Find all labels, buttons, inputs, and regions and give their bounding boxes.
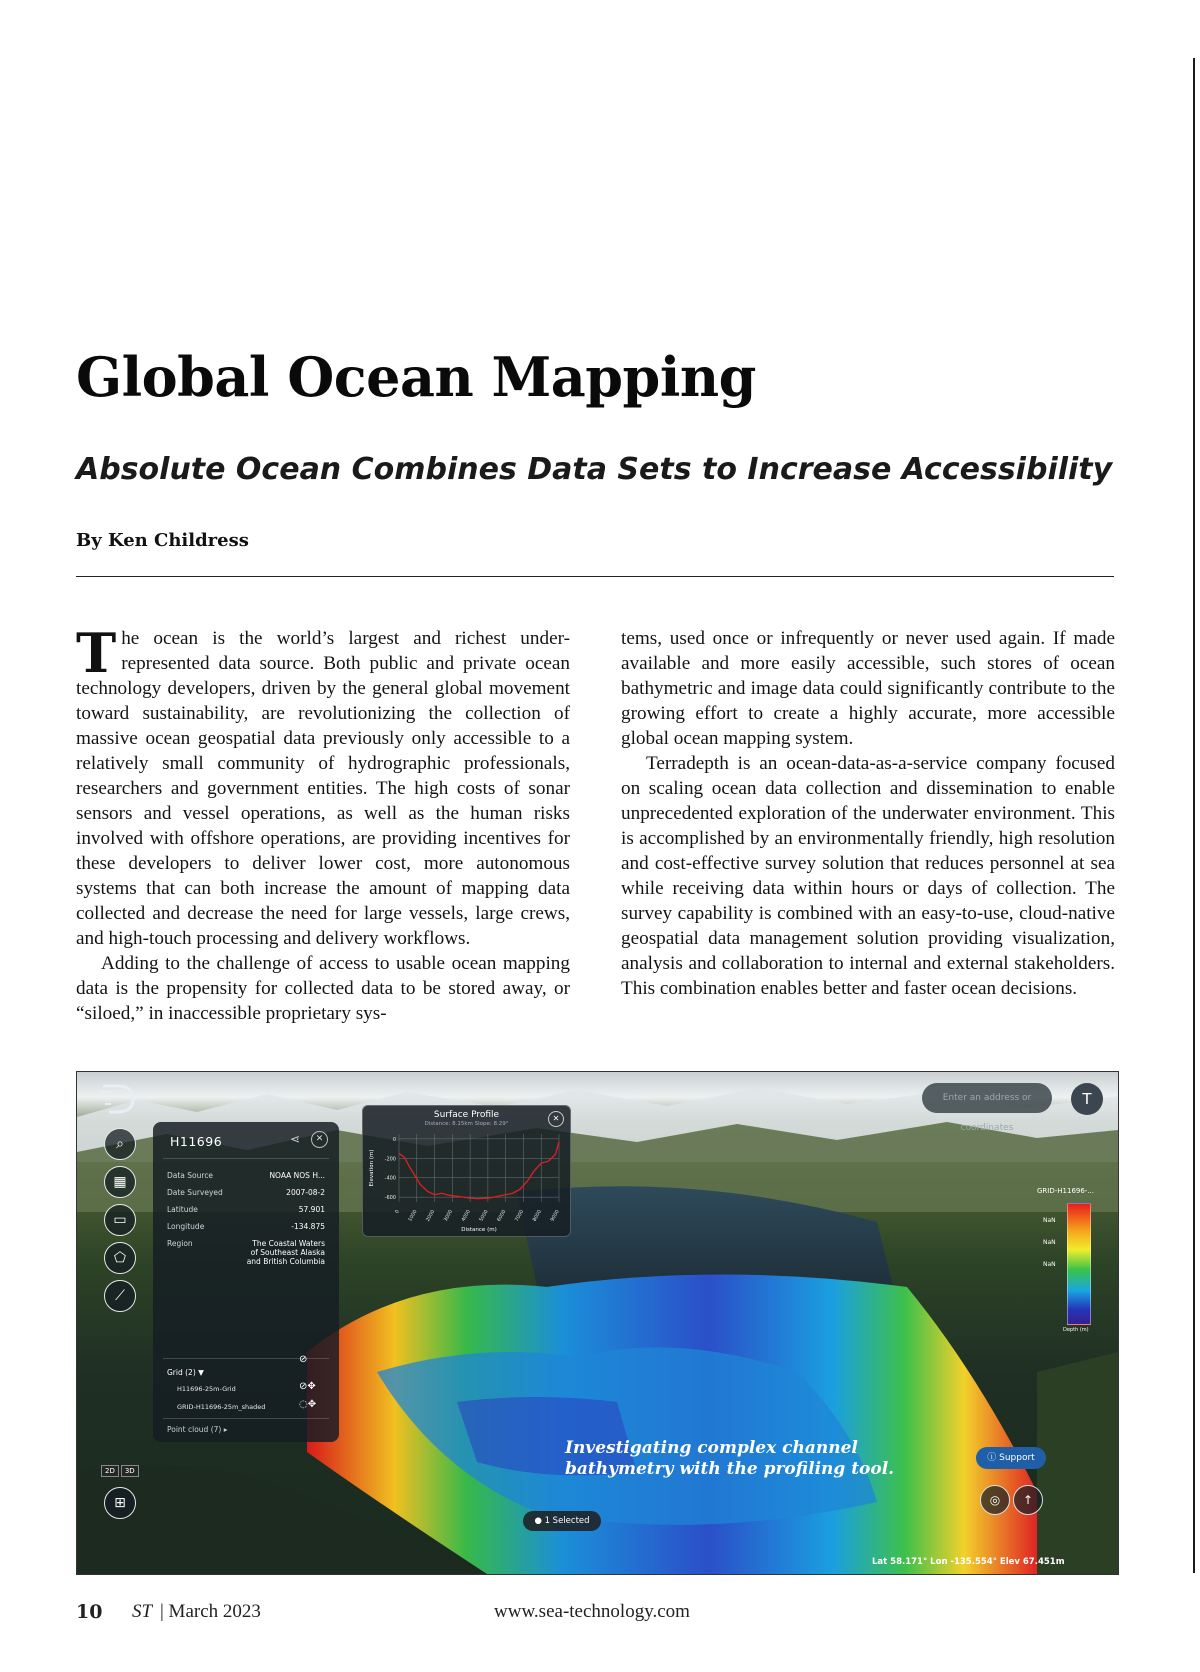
info-label: Longitude: [167, 1222, 205, 1231]
profile-line: [399, 1142, 559, 1199]
depth-legend: [1037, 1187, 1107, 1347]
x-axis-label: Distance (m): [461, 1227, 497, 1233]
info-label: Data Source: [167, 1171, 214, 1180]
info-label: Latitude: [167, 1205, 198, 1214]
surface-profile-window: [362, 1105, 571, 1237]
dataset-info-panel: [153, 1122, 339, 1442]
legend-label: NaN: [1043, 1261, 1056, 1268]
point-cloud-toggle[interactable]: Point cloud (7) ▸: [167, 1425, 228, 1434]
close-icon[interactable]: ✕: [311, 1131, 328, 1148]
x-tick-label: 3000: [443, 1209, 455, 1223]
chart-icon[interactable]: ⟋: [104, 1280, 136, 1312]
text-column-left: [76, 621, 570, 1026]
y-tick-label: -400: [384, 1175, 396, 1182]
mode-3d[interactable]: 3D: [121, 1465, 139, 1477]
north-arrow-icon[interactable]: ↑: [1013, 1485, 1043, 1515]
x-tick-label: 7000: [514, 1209, 526, 1223]
paragraph: Adding to the challenge of access to usable ocean mapping data is the propensity for collected data to be stored away, or “siloed,” in inaccessible proprietary sys-: [76, 953, 570, 1024]
x-tick-label: 1000: [408, 1209, 419, 1223]
visibility-icon[interactable]: ⊘: [299, 1354, 308, 1365]
legend-label: NaN: [1043, 1217, 1056, 1224]
website-url: www.sea-technology.com: [494, 1601, 690, 1622]
x-tick-label: 8000: [532, 1209, 543, 1223]
layer-controls-icon[interactable]: ⊘✥: [299, 1381, 316, 1392]
profile-title: Surface Profile: [433, 1110, 500, 1120]
grid-layer-item[interactable]: GRID-H11696-25m_shaded: [177, 1403, 266, 1411]
legend-title: GRID-H11696-...: [1037, 1187, 1095, 1195]
compass-icon[interactable]: ◎: [980, 1485, 1010, 1515]
paragraph: tems, used once or infrequently or never used again. If made available and more easily accessible, such stores of ocean bathymetric and image data could significantly contribute to the growing effort to create a highly accurate, more accessible global ocean mapping system.: [621, 628, 1115, 749]
info-value: 2007-08-2: [286, 1188, 325, 1197]
layers-icon[interactable]: ▦: [104, 1166, 136, 1198]
magazine-name: ST: [132, 1601, 153, 1622]
ruler-icon[interactable]: ▭: [104, 1204, 136, 1236]
info-value: -134.875: [291, 1222, 325, 1231]
profile-chart: [363, 1106, 570, 1236]
info-value: NOAA NOS H...: [269, 1171, 325, 1180]
figure-screenshot: [76, 1071, 1119, 1575]
grid-layer-item[interactable]: H11696-25m-Grid: [177, 1385, 236, 1393]
x-tick-label: 6000: [496, 1209, 508, 1223]
paragraph: [76, 621, 570, 951]
layer-controls-icon[interactable]: ◌✥: [299, 1399, 317, 1410]
info-value: 57.901: [298, 1205, 325, 1214]
info-label: Region: [167, 1239, 193, 1248]
drop-cap: T: [76, 621, 117, 685]
info-value: The Coastal Waters of Southeast Alaska and British Columbia: [246, 1239, 325, 1266]
x-tick-label: 2000: [425, 1209, 437, 1223]
byline-divider: [76, 576, 1114, 577]
paragraph: Terradepth is an ocean-data-as-a-service company focused on scaling ocean data collection and dissemination to enable unprecedented exploration of the underwater environment. This is accomplished by an environmentally friendly, high resolution and cost-effective survey solution that reduces personnel at sea while receiving data within hours or days of collection. The survey capability is combined with an easy-to-use, cloud-native geospatial data management solution providing visualization, analysis and collaboration to internal and external stakeholders. This combination enables better and faster ocean decisions.: [621, 753, 1115, 999]
x-tick-label: 5000: [479, 1209, 490, 1223]
map-icon[interactable]: ⊞: [104, 1487, 136, 1519]
byline: By Ken Childress: [76, 530, 249, 551]
close-icon[interactable]: ✕: [548, 1111, 564, 1127]
polygon-icon[interactable]: ⬠: [104, 1242, 136, 1274]
search-input[interactable]: Enter an address or coordinates: [922, 1083, 1052, 1113]
legend-label: NaN: [1043, 1239, 1056, 1246]
y-tick-label: -200: [384, 1156, 396, 1163]
y-tick-label: 0: [392, 1136, 396, 1143]
logo-icon: [99, 1082, 139, 1116]
divider: [163, 1158, 329, 1159]
x-tick-label: 0: [394, 1209, 401, 1215]
coordinate-readout: Lat 58.171° Lon -135.554° Elev 67.451m: [872, 1557, 1065, 1567]
panel-title: H11696: [170, 1134, 223, 1149]
mode-2d[interactable]: 2D: [101, 1465, 119, 1477]
article-subtitle: Absolute Ocean Combines Data Sets to Increase Accessibility: [76, 452, 1113, 487]
support-button[interactable]: ⓘ Support: [976, 1447, 1046, 1469]
x-tick-label: 9000: [550, 1209, 561, 1223]
page-number: 10: [76, 1601, 103, 1623]
issue-date: | March 2023: [160, 1601, 261, 1622]
figure-caption: Investigating complex channel bathymetry with the profiling tool.: [565, 1438, 895, 1479]
grid-group-toggle[interactable]: Grid (2) ▼: [167, 1368, 204, 1377]
page-edge-rule: [1193, 58, 1195, 1573]
text-column-right: [621, 626, 1115, 1001]
legend-unit: Depth (m): [1063, 1327, 1089, 1333]
color-ramp: [1067, 1203, 1091, 1325]
divider: [163, 1418, 329, 1419]
zoom-icon[interactable]: ⌕: [104, 1128, 136, 1160]
info-label: Date Surveyed: [167, 1188, 223, 1197]
share-icon[interactable]: ⋖: [290, 1132, 301, 1146]
view-mode-toggle[interactable]: [101, 1465, 141, 1477]
profile-subtitle: Distance: 8.15km Slope: 8.29°: [424, 1121, 509, 1127]
y-tick-label: -600: [384, 1195, 396, 1202]
avatar[interactable]: T: [1071, 1083, 1103, 1115]
x-tick-label: 4000: [461, 1209, 472, 1223]
paragraph-text: he ocean is the world’s largest and richest under-represented data source. Both public and private ocean technology developers, driven by the general global movement toward sustainability, are revolutionizing the collection of massive ocean geospatial data previously only accessible to a relatively small community of hydrographic professionals, researchers and government entities. The high costs of sonar sensors and vessel operations, as well as the human risks involved with offshore operations, are providing incentives for these developers to deliver lower cost, more autonomous systems that can both increase the amount of mapping data collected and decrease the need for large vessels, large crews, and high-touch processing and delivery workflows.: [76, 628, 570, 949]
y-axis-label: Elevation (m): [369, 1149, 375, 1187]
article-title: Global Ocean Mapping: [76, 345, 756, 409]
selection-badge[interactable]: ● 1 Selected: [523, 1511, 601, 1531]
